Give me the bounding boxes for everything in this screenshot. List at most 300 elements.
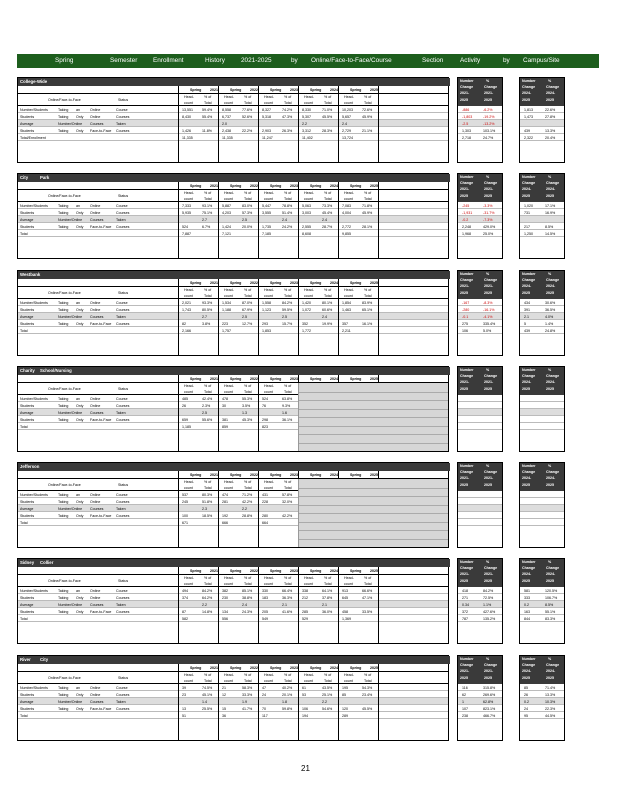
cell-value: 5,307 <box>302 114 311 119</box>
cell-value: 93.3% <box>202 300 213 305</box>
row-label: Taking <box>58 588 69 593</box>
cell-value: 913 <box>342 588 348 593</box>
cell-value: 71.0% <box>322 107 333 112</box>
change-header-label: % <box>486 560 490 564</box>
cell-value: 192 <box>222 513 228 518</box>
row-label: Only <box>76 210 84 215</box>
percent-header: % of <box>284 673 292 677</box>
cell-value: 78.8% <box>282 203 293 208</box>
row-label: Taken <box>116 506 126 511</box>
headcount-header: Head- <box>264 480 274 484</box>
year-label: 2023 <box>290 377 298 381</box>
cell-value: 2.3 <box>202 506 207 511</box>
year-label: 2024 <box>330 569 338 573</box>
cell-value: 54.6% <box>322 706 333 711</box>
cell-value: 671 <box>182 520 188 525</box>
change-header <box>458 367 502 395</box>
cell-value: 8,608 <box>302 231 311 236</box>
campus-section <box>17 558 599 644</box>
change-header-label: 2025 <box>460 194 468 198</box>
cell-value: 2,166 <box>182 328 191 333</box>
change-row <box>458 491 502 498</box>
cell-value: 36.3% <box>282 595 293 600</box>
change-value: -0.1 <box>462 314 469 319</box>
column-header <box>18 672 448 684</box>
campus-name-word: Sidney <box>20 560 35 565</box>
change-value: 4.0% <box>545 314 554 319</box>
change-row <box>458 299 502 306</box>
change-row <box>458 120 502 127</box>
percent-header: % of <box>284 95 292 99</box>
year-label: 2021 <box>210 184 218 188</box>
change-row <box>520 505 564 512</box>
change-value: 271 <box>462 595 468 600</box>
cell-value: 45.5% <box>322 114 333 119</box>
headcount-header: Head- <box>344 288 354 292</box>
row-label: Course <box>116 300 128 305</box>
change-header-label: 2024- <box>522 476 532 480</box>
headcount-header: count <box>344 679 353 683</box>
table-row <box>18 601 448 608</box>
change-row <box>458 223 502 230</box>
year-label: Spring <box>310 666 322 670</box>
row-label: Number/Online <box>58 121 83 126</box>
headcount-header: Head- <box>264 288 274 292</box>
change-value: 238 <box>462 713 468 718</box>
cell-value: 382 <box>222 588 228 593</box>
change-value: 333 <box>524 595 530 600</box>
percent-header: Total <box>244 582 252 586</box>
change-value: 315.8% <box>483 685 496 690</box>
cell-value: 2.2 <box>322 699 327 704</box>
headcount-header: count <box>184 294 193 298</box>
change-header-label: Change <box>546 85 560 89</box>
row-label: Only <box>76 595 84 600</box>
change-header-label: 2025 <box>484 579 492 583</box>
cell-value: 1,424 <box>222 224 231 229</box>
year-label: 2024 <box>330 281 338 285</box>
change-value: 55.1% <box>545 609 556 614</box>
year-label: Spring <box>350 569 362 573</box>
table-row <box>18 230 448 237</box>
cell-value: 524 <box>182 224 188 229</box>
row-label: Courses <box>116 417 130 422</box>
cell-value: 7,083 <box>342 203 351 208</box>
cell-value: 20.0% <box>242 224 253 229</box>
row-label: Courses <box>116 114 130 119</box>
row-label: Students <box>20 692 35 697</box>
row-label: Taking <box>58 224 69 229</box>
change-value: 103.1% <box>483 128 496 133</box>
cell-value: 4,004 <box>342 210 351 215</box>
change-2024-2025-table <box>519 173 565 259</box>
year-label: 2023 <box>290 666 298 670</box>
change-2024-2025-table <box>519 655 565 741</box>
change-row <box>520 684 564 691</box>
change-value: 72.5% <box>483 595 494 600</box>
cell-value: 549 <box>262 616 268 621</box>
cell-value: 59.5% <box>282 307 293 312</box>
cell-value: 55.4% <box>202 114 213 119</box>
percent-header: % of <box>324 673 332 677</box>
year-label: Spring <box>350 88 362 92</box>
cell-value: 6.7% <box>202 224 211 229</box>
title-word: Section <box>422 57 444 64</box>
year-header <box>18 664 448 672</box>
column-divider <box>218 375 219 451</box>
cell-value: 2.7 <box>202 314 207 319</box>
cell-value: 2.4 <box>342 121 347 126</box>
row-label: Students <box>20 706 35 711</box>
change-row <box>520 327 564 334</box>
change-header-label: Change <box>460 85 474 89</box>
cell-value: 2.7 <box>202 217 207 222</box>
column-divider <box>298 567 299 643</box>
cell-value: 194 <box>302 713 308 718</box>
campus-section <box>17 366 599 452</box>
percent-header: % of <box>204 480 212 484</box>
change-value: 1,813 <box>524 107 533 112</box>
headcount-header: Head- <box>224 673 234 677</box>
percent-header: % of <box>364 95 372 99</box>
cell-value: 3.5% <box>242 403 251 408</box>
column-divider <box>378 567 379 643</box>
cell-value: 75.1% <box>202 210 213 215</box>
change-header-label: 2025 <box>546 579 554 583</box>
change-header-label: 2025 <box>522 387 530 391</box>
change-header-label: 2024- <box>546 91 556 95</box>
cell-value: 71.8% <box>362 203 373 208</box>
percent-header: % of <box>204 288 212 292</box>
row-label: Face-to-Face <box>90 417 112 422</box>
row-label: Taken <box>116 314 126 319</box>
cell-value: 67.9% <box>242 307 253 312</box>
headcount-header: Head- <box>264 384 274 388</box>
headcount-header: Head- <box>184 480 194 484</box>
change-header-label: 2024- <box>546 380 556 384</box>
cell-value: 36 <box>222 713 226 718</box>
cell-value: 54.3% <box>362 685 373 690</box>
year-label: Spring <box>270 569 282 573</box>
cell-value: 1,534 <box>222 300 231 305</box>
change-value: 106 <box>462 328 468 333</box>
year-label: Spring <box>190 281 202 285</box>
percent-header: % of <box>244 384 252 388</box>
row-label: an <box>76 300 80 305</box>
status-header: Status <box>118 98 129 102</box>
change-row <box>520 120 564 127</box>
headcount-header: Head- <box>184 95 194 99</box>
cell-value: 1,735 <box>262 224 271 229</box>
cell-value: 100 <box>182 513 188 518</box>
change-row <box>458 306 502 313</box>
column-divider <box>218 182 219 258</box>
change-value: -280 <box>462 307 470 312</box>
campus-section <box>17 270 599 356</box>
column-divider <box>338 664 339 740</box>
change-value: 1,020 <box>524 203 533 208</box>
change-header-label: Change <box>484 470 498 474</box>
change-header-label: % <box>548 79 552 83</box>
online-face-header: Online/Face-to-Face <box>48 98 81 102</box>
year-label: 2022 <box>250 88 258 92</box>
change-header-label: 2021- <box>484 669 494 673</box>
percent-header: % of <box>284 480 292 484</box>
change-value: 434 <box>524 300 530 305</box>
headcount-header: count <box>344 294 353 298</box>
cell-value: 556 <box>222 616 228 621</box>
cell-value: 1.3 <box>242 410 247 415</box>
percent-header: % of <box>244 191 252 195</box>
headcount-header: Head- <box>304 576 314 580</box>
column-divider <box>258 567 259 643</box>
title-word: by <box>291 57 298 64</box>
change-value: 1,968 <box>462 231 471 236</box>
headcount-header: Head- <box>184 191 194 195</box>
change-row <box>458 209 502 216</box>
percent-header: % of <box>364 673 372 677</box>
cell-value: 664 <box>262 520 268 525</box>
table-row <box>18 712 448 719</box>
headcount-header: Head- <box>224 480 234 484</box>
change-header-label: 2025 <box>522 676 530 680</box>
headcount-header: count <box>344 197 353 201</box>
column-divider <box>218 664 219 740</box>
grey-row-line <box>299 417 448 418</box>
headcount-header: count <box>184 486 193 490</box>
change-value: 16.9% <box>545 210 556 215</box>
change-header <box>458 271 502 299</box>
year-label: Spring <box>230 281 242 285</box>
change-value: 1,473 <box>524 114 533 119</box>
row-label: Online <box>90 114 101 119</box>
enrollment-table <box>17 173 449 259</box>
cell-value: 7,333 <box>182 203 191 208</box>
row-label: Only <box>76 403 84 408</box>
table-row <box>18 127 448 134</box>
change-header-label: % <box>486 368 490 372</box>
cell-value: 26.3% <box>282 128 293 133</box>
column-header <box>18 94 448 106</box>
cell-value: 24.3% <box>242 609 253 614</box>
headcount-header: Head- <box>224 384 234 388</box>
campus-name <box>18 463 450 471</box>
headcount-header: count <box>304 582 313 586</box>
online-face-header: Online/Face-to-Face <box>48 676 81 680</box>
change-value: 24.8% <box>545 328 556 333</box>
change-row <box>458 615 502 622</box>
cell-value: 60.6% <box>322 307 333 312</box>
table-rows <box>18 587 448 622</box>
year-label: Spring <box>190 569 202 573</box>
row-label: Course <box>116 685 128 690</box>
cell-value: 51.4% <box>282 210 293 215</box>
cell-value: 22.2% <box>242 128 253 133</box>
change-header-label: Number <box>522 175 536 179</box>
percent-header: Total <box>204 679 212 683</box>
change-header-label: 2025 <box>460 579 468 583</box>
column-divider <box>178 471 179 547</box>
percent-header: Total <box>204 101 212 105</box>
cell-value: 82 <box>182 321 186 326</box>
change-header-label: 2025 <box>460 291 468 295</box>
headcount-header: Head- <box>304 95 314 99</box>
change-row <box>458 498 502 505</box>
change-header-label: 2021- <box>484 476 494 480</box>
cell-value: 659 <box>182 417 188 422</box>
percent-header: Total <box>204 294 212 298</box>
percent-header: Total <box>324 294 332 298</box>
change-row <box>458 113 502 120</box>
table-row <box>18 223 448 230</box>
year-label: Spring <box>310 184 322 188</box>
cell-value: 77.6% <box>242 107 253 112</box>
title-word: History <box>205 57 225 64</box>
cell-value: 2.5 <box>242 217 247 222</box>
cell-value: 57.3% <box>242 210 253 215</box>
campus-name-word: Charity <box>20 368 35 373</box>
change-header <box>520 463 564 491</box>
cell-value: 87.0% <box>242 300 253 305</box>
year-label: Spring <box>310 281 322 285</box>
change-header-label: 2024- <box>522 284 532 288</box>
change-header-label: 2025 <box>546 291 554 295</box>
change-row <box>458 134 502 141</box>
year-label: 2022 <box>250 377 258 381</box>
cell-value: 39 <box>182 685 186 690</box>
grey-row-line <box>299 513 448 514</box>
year-label: Spring <box>270 473 282 477</box>
enrollment-table <box>17 77 449 163</box>
cell-value: 1,185 <box>182 424 191 429</box>
headcount-header: Head- <box>264 576 274 580</box>
row-label: Face-to-Face <box>90 128 112 133</box>
row-label: Number/Online <box>58 602 83 607</box>
cell-value: 281 <box>222 499 228 504</box>
campus-name <box>18 271 450 279</box>
row-label: Number/Online <box>58 314 83 319</box>
cell-value: 2.4 <box>282 217 287 222</box>
change-row <box>458 691 502 698</box>
change-value: -7.3% <box>483 217 493 222</box>
cell-value: 80.3% <box>202 492 213 497</box>
cell-value: 431 <box>262 492 268 497</box>
cell-value: 1,463 <box>342 307 351 312</box>
cell-value: 3,312 <box>302 128 311 133</box>
status-header: Status <box>118 676 129 680</box>
cell-value: 1.9 <box>242 699 247 704</box>
change-header-label: 2024- <box>546 669 556 673</box>
row-label: Taking <box>58 128 69 133</box>
change-header-label: 2021- <box>460 380 470 384</box>
cell-value: 55.3% <box>242 396 253 401</box>
headcount-header: count <box>304 294 313 298</box>
cell-value: 2.4 <box>242 602 247 607</box>
percent-header: Total <box>284 679 292 683</box>
cell-value: 72.6% <box>362 107 373 112</box>
change-row <box>520 705 564 712</box>
percent-header: Total <box>204 390 212 394</box>
row-label: Total <box>20 424 28 429</box>
cell-value: 24 <box>262 692 266 697</box>
change-header-label: Change <box>484 566 498 570</box>
title-word: Spring <box>55 57 74 64</box>
percent-header: % of <box>284 288 292 292</box>
cell-value: 18.5% <box>202 513 213 518</box>
percent-header: Total <box>244 390 252 394</box>
change-value: 26 <box>524 692 528 697</box>
year-label: 2023 <box>290 184 298 188</box>
change-2021-2025-table <box>457 366 503 452</box>
percent-header: % of <box>364 576 372 580</box>
table-row <box>18 698 448 705</box>
row-label: Online <box>90 492 101 497</box>
change-row <box>520 423 564 430</box>
campus-name <box>18 78 450 86</box>
cell-value: 64.2% <box>202 595 213 600</box>
cell-value: 228 <box>262 499 268 504</box>
headcount-header: count <box>184 679 193 683</box>
title-word: Semester <box>110 57 138 64</box>
headcount-header: Head- <box>224 95 234 99</box>
headcount-header: Head- <box>264 95 274 99</box>
row-label: Courses <box>90 506 104 511</box>
cell-value: 11,402 <box>302 135 313 140</box>
status-header: Status <box>118 194 129 198</box>
cell-value: 65.1% <box>362 307 373 312</box>
year-label: Spring <box>310 377 322 381</box>
change-header-label: Change <box>460 374 474 378</box>
change-header-label: % <box>548 464 552 468</box>
cell-value: 74.5% <box>202 685 213 690</box>
row-label: Courses <box>116 692 130 697</box>
title-word: 2021-2025 <box>241 57 272 64</box>
cell-value: 42.2% <box>282 513 293 518</box>
column-divider <box>338 279 339 355</box>
change-header-label: 2025 <box>460 387 468 391</box>
change-value: 8.5% <box>545 602 554 607</box>
cell-value: 28.1% <box>362 224 373 229</box>
headcount-header: count <box>304 101 313 105</box>
change-2024-2025-table <box>519 558 565 644</box>
cell-value: 9,855 <box>342 231 351 236</box>
change-row <box>458 587 502 594</box>
change-header-label: % <box>548 175 552 179</box>
cell-value: 26 <box>182 403 186 408</box>
row-label: Students <box>20 513 35 518</box>
headcount-header: count <box>224 294 233 298</box>
change-row <box>520 113 564 120</box>
change-value: 823.1% <box>483 706 496 711</box>
cell-value: 38.8% <box>242 595 253 600</box>
year-header <box>18 279 448 287</box>
cell-value: 2,729 <box>342 128 351 133</box>
row-label: Number/Students <box>20 396 48 401</box>
campus-name-word: Collier <box>40 560 54 565</box>
cell-value: 280 <box>262 513 268 518</box>
campus-section <box>17 462 599 548</box>
campus-name <box>18 174 450 182</box>
change-header-label: Number <box>460 175 474 179</box>
year-label: 2022 <box>250 184 258 188</box>
change-header-label: % <box>486 657 490 661</box>
cell-value: 5,063 <box>302 203 311 208</box>
table-rows <box>18 202 448 237</box>
year-label: Spring <box>350 377 362 381</box>
change-value: -0.2 <box>462 217 469 222</box>
cell-value: 87 <box>182 609 186 614</box>
change-value: -8.3% <box>483 300 493 305</box>
